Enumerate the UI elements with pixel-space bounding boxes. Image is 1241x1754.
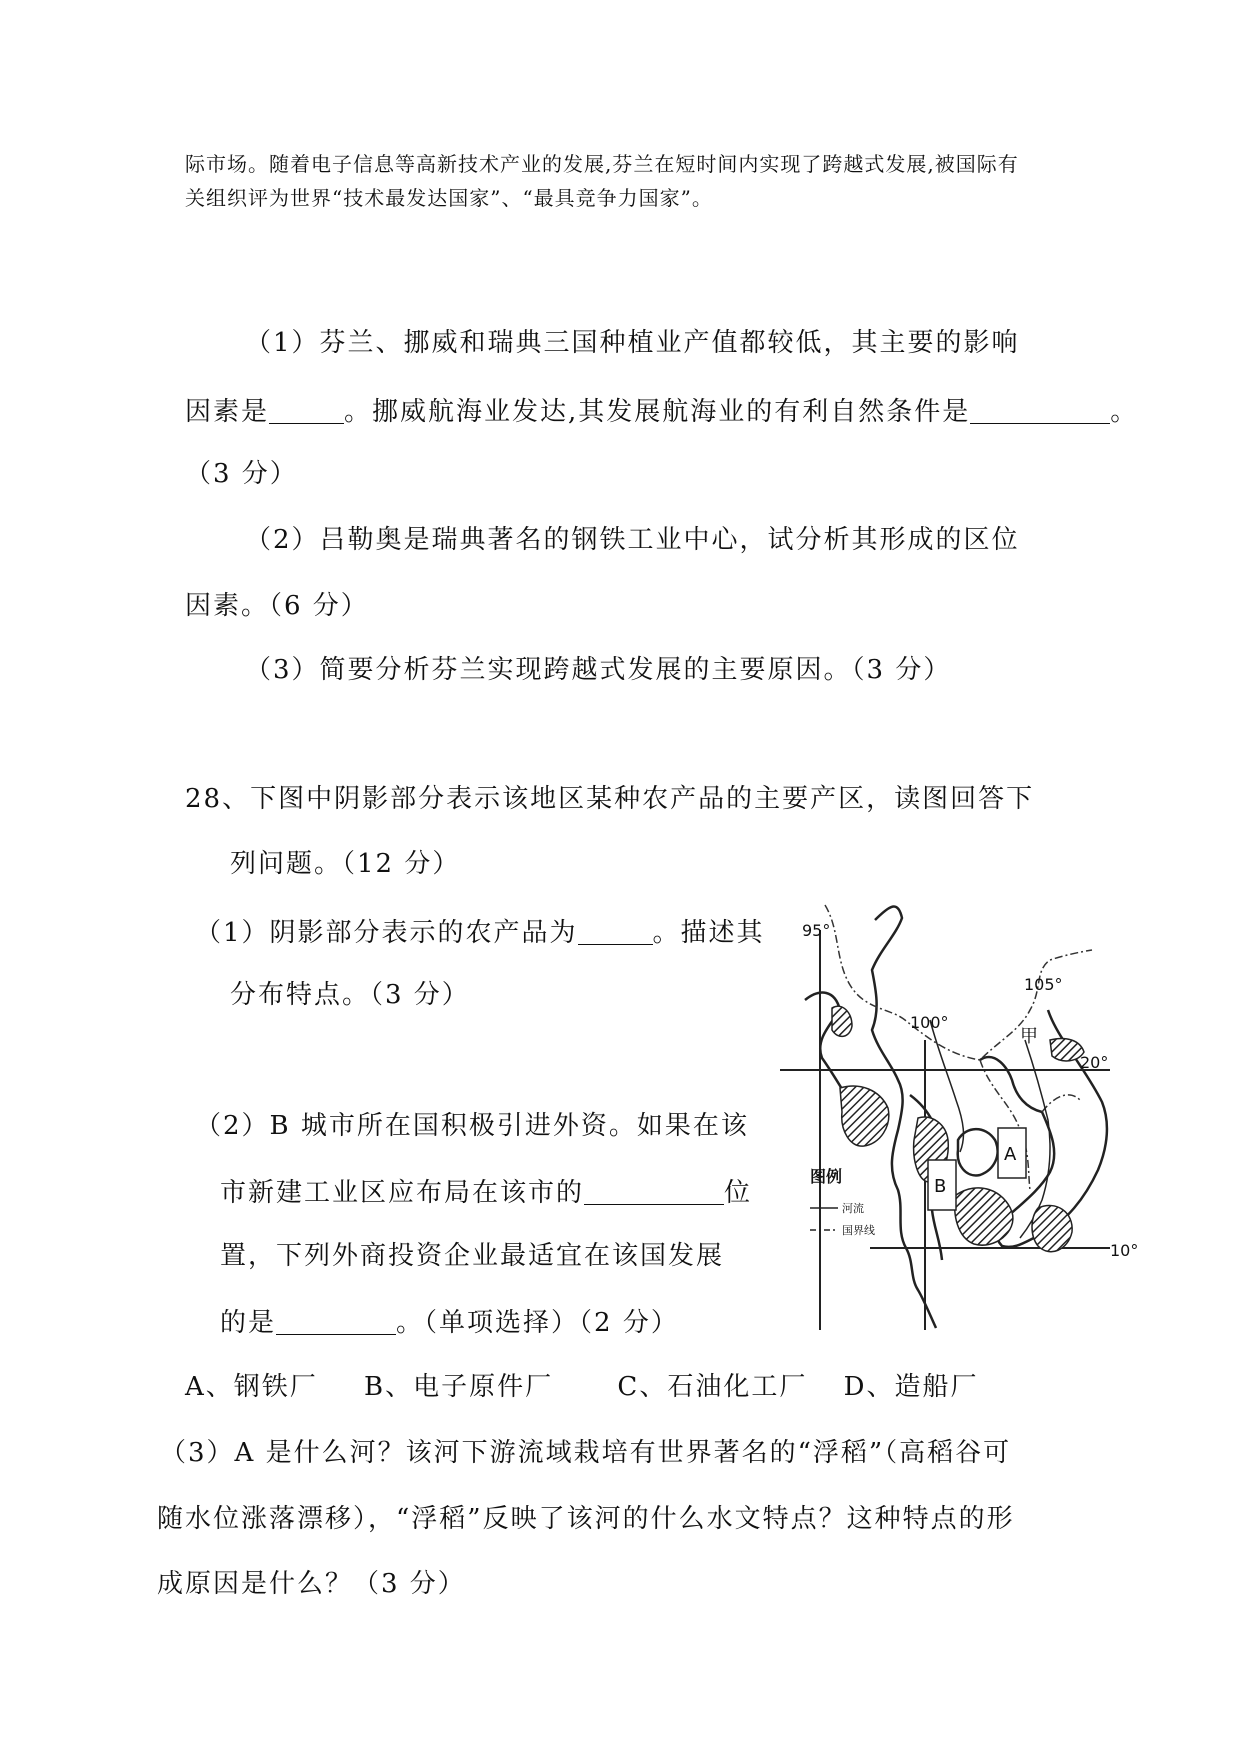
q28-sub2-text-pre-d: 的是 xyxy=(220,1308,277,1339)
production-area xyxy=(1050,1039,1084,1061)
legend-river-label: 河流 xyxy=(842,1202,864,1215)
answer-blank[interactable] xyxy=(269,397,344,424)
q28-sub2-line-c: 置，下列外商投资企业最适宜在该国发展 xyxy=(220,1241,725,1271)
label-a: A xyxy=(1004,1144,1017,1165)
q27-sub1-text-pre: 因素是 xyxy=(185,397,270,428)
lon-label-100: 100° xyxy=(910,1013,949,1032)
intro-line-1: 际市场。随着电子信息等高新技术产业的发展,芬兰在短时间内实现了跨越式发展,被国际有 xyxy=(185,152,1019,176)
answer-blank[interactable] xyxy=(578,918,653,945)
lon-label-95: 95° xyxy=(802,921,831,940)
answer-blank[interactable] xyxy=(584,1178,724,1205)
option-d[interactable]: D、造船厂 xyxy=(843,1372,979,1402)
q28-stem-line-a: 28、下图中阴影部分表示该地区某种农产品的主要产区，读图回答下 xyxy=(185,784,1035,814)
q27-sub1-line-a: （1）芬兰、挪威和瑞典三国种植业产值都较低，其主要的影响 xyxy=(245,328,1020,358)
production-area xyxy=(1032,1205,1072,1251)
q28-sub1-line-b: 分布特点。（3 分） xyxy=(230,980,470,1010)
q27-sub1-score: （3 分） xyxy=(185,459,298,489)
q28-sub2-line-b xyxy=(220,1178,753,1209)
q27-sub1-text-mid: 。挪威航海业发达,其发展航海业的有利自然条件是 xyxy=(344,397,971,428)
lat-label-20: 20° xyxy=(1080,1053,1109,1072)
label-b: B xyxy=(934,1176,947,1197)
q28-sub2-text-post-d: 。（单项选择）（2 分） xyxy=(396,1308,679,1339)
answer-blank[interactable] xyxy=(970,397,1110,424)
option-b[interactable]: B、电子原件厂 xyxy=(364,1372,554,1402)
q28-sub2-line-d xyxy=(220,1308,679,1339)
q28-sub2-line-a: （2）B 城市所在国积极引进外资。如果在该 xyxy=(195,1111,749,1141)
q27-sub3: （3）简要分析芬兰实现跨越式发展的主要原因。（3 分） xyxy=(245,655,952,685)
q28-sub1-text-pre: （1）阴影部分表示的农产品为 xyxy=(195,918,578,949)
q28-sub3-line-a: （3）A 是什么河？该河下游流域栽培有世界著名的“浮稻”（高稻谷可 xyxy=(160,1438,1012,1468)
q27-sub1-text-end: 。 xyxy=(1110,397,1139,428)
q27-sub2-line-a: （2）吕勒奥是瑞典著名的钢铁工业中心，试分析其形成的区位 xyxy=(245,525,1020,555)
option-c[interactable]: C、石油化工厂 xyxy=(617,1372,808,1402)
q28-sub3-line-b: 随水位涨落漂移），“浮稻”反映了该河的什么水文特点？这种特点的形 xyxy=(157,1504,1015,1534)
q27-sub2-line-b: 因素。（6 分） xyxy=(185,591,369,621)
region-label-jia: 甲 xyxy=(1020,1026,1038,1047)
q28-sub1-line-a xyxy=(195,918,765,949)
lon-label-105: 105° xyxy=(1024,975,1063,994)
q28-stem-line-b: 列问题。（12 分） xyxy=(230,849,461,879)
intro-line-2: 关组织评为世界“技术最发达国家”、“最具竞争力国家”。 xyxy=(185,186,713,210)
production-area xyxy=(955,1188,1013,1245)
q28-sub2-text-pre: 市新建工业区应布局在该市的 xyxy=(220,1178,585,1209)
q28-sub2-text-post: 位 xyxy=(724,1178,753,1209)
production-area xyxy=(832,1006,852,1036)
national-border xyxy=(1042,1095,1080,1112)
q28-sub3-line-c: 成原因是什么？（3 分） xyxy=(157,1569,466,1599)
option-a[interactable]: A、钢铁厂 xyxy=(185,1372,318,1402)
legend-border-label: 国界线 xyxy=(842,1224,875,1237)
lat-label-10: 10° xyxy=(1110,1241,1139,1260)
production-area xyxy=(840,1086,889,1146)
indochina-map xyxy=(780,890,1170,1330)
q28-options xyxy=(185,1374,978,1400)
answer-blank[interactable] xyxy=(276,1308,396,1335)
q28-sub1-text-post: 。描述其 xyxy=(652,918,765,949)
q27-sub1-line-b xyxy=(185,397,1139,428)
legend-title: 图例 xyxy=(810,1167,843,1186)
